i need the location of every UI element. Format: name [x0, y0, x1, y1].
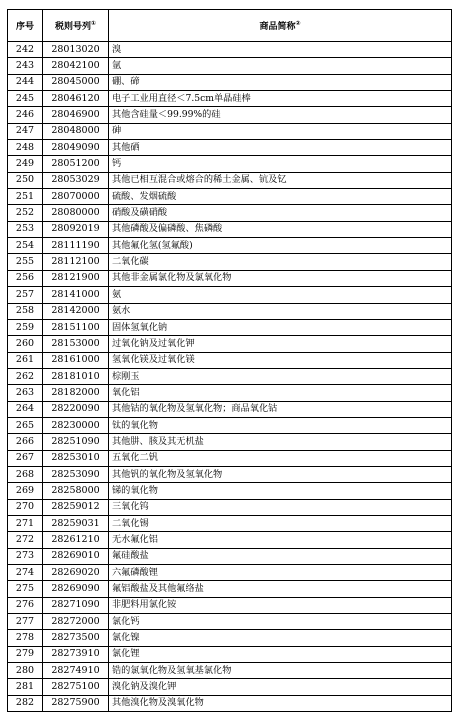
table-row	[8, 646, 452, 662]
row-name-cell: 其他含硅量＜99.99%的硅	[109, 107, 452, 123]
table-row	[8, 107, 452, 123]
row-code-cell: 28273910	[43, 646, 109, 662]
table-row	[8, 238, 452, 254]
row-code-cell: 28269020	[43, 565, 109, 581]
row-code-cell: 28259012	[43, 499, 109, 515]
table-row	[8, 368, 452, 384]
row-name-cell: 氯化钙	[109, 614, 452, 630]
row-seq-cell: 253	[8, 221, 43, 237]
row-code-cell: 28051200	[43, 156, 109, 172]
row-seq-cell: 276	[8, 597, 43, 613]
row-code-cell: 28275900	[43, 695, 109, 711]
row-seq-cell: 282	[8, 695, 43, 711]
row-code-cell: 28046120	[43, 91, 109, 107]
table-row	[8, 189, 452, 205]
row-seq-cell: 254	[8, 238, 43, 254]
row-seq-cell: 243	[8, 58, 43, 74]
row-code-cell: 28153000	[43, 336, 109, 352]
row-seq-cell: 257	[8, 287, 43, 303]
row-seq-cell: 269	[8, 483, 43, 499]
table-row	[8, 581, 452, 597]
row-name-cell: 氟硅酸盐	[109, 548, 452, 564]
row-code-cell: 28049090	[43, 140, 109, 156]
table-row	[8, 385, 452, 401]
table-row	[8, 205, 452, 221]
row-code-cell: 28151100	[43, 319, 109, 335]
row-code-cell: 28269090	[43, 581, 109, 597]
table-row	[8, 352, 452, 368]
table-header	[8, 10, 452, 42]
document-page	[7, 9, 451, 712]
table-row	[8, 466, 452, 482]
row-code-cell: 28053029	[43, 172, 109, 188]
row-seq-cell: 264	[8, 401, 43, 417]
table-row	[8, 172, 452, 188]
row-code-cell: 28045000	[43, 74, 109, 90]
table-row	[8, 483, 452, 499]
header-code-footnote-mark: ①	[90, 20, 97, 27]
row-seq-cell: 255	[8, 254, 43, 270]
table-row	[8, 548, 452, 564]
row-name-cell: 二氧化锡	[109, 515, 452, 531]
row-code-cell: 28258000	[43, 483, 109, 499]
row-name-cell: 钙	[109, 156, 452, 172]
row-name-cell: 砷	[109, 123, 452, 139]
row-code-cell: 28230000	[43, 417, 109, 433]
row-code-cell: 28220090	[43, 401, 109, 417]
table-row	[8, 663, 452, 679]
table-row	[8, 532, 452, 548]
header-code	[43, 10, 109, 42]
table-row	[8, 417, 452, 433]
row-seq-cell: 275	[8, 581, 43, 597]
row-name-cell: 五氧化二钒	[109, 450, 452, 466]
row-code-cell: 28141000	[43, 287, 109, 303]
row-name-cell: 其他非金属氯化物及氯氧化物	[109, 270, 452, 286]
row-seq-cell: 268	[8, 466, 43, 482]
table-row	[8, 123, 452, 139]
table-row	[8, 434, 452, 450]
row-seq-cell: 247	[8, 123, 43, 139]
row-seq-cell: 262	[8, 368, 43, 384]
table-row	[8, 58, 452, 74]
row-name-cell: 固体氢氧化钠	[109, 319, 452, 335]
row-seq-cell: 271	[8, 515, 43, 531]
row-seq-cell: 250	[8, 172, 43, 188]
row-seq-cell: 245	[8, 91, 43, 107]
row-seq-cell: 258	[8, 303, 43, 319]
row-seq-cell: 278	[8, 630, 43, 646]
row-name-cell: 氢氧化镁及过氧化镁	[109, 352, 452, 368]
row-code-cell: 28042100	[43, 58, 109, 74]
table-row	[8, 630, 452, 646]
row-name-cell: 氯化镍	[109, 630, 452, 646]
row-name-cell: 溴化钠及溴化钾	[109, 679, 452, 695]
header-name-footnote-mark: ②	[295, 20, 301, 27]
row-name-cell: 硼、碲	[109, 74, 452, 90]
header-row	[8, 10, 452, 42]
row-seq-cell: 261	[8, 352, 43, 368]
row-code-cell: 28046900	[43, 107, 109, 123]
row-seq-cell: 274	[8, 565, 43, 581]
table-row	[8, 287, 452, 303]
row-code-cell: 28273500	[43, 630, 109, 646]
table-row	[8, 42, 452, 58]
row-code-cell: 28275100	[43, 679, 109, 695]
row-code-cell: 28274910	[43, 663, 109, 679]
row-name-cell: 电子工业用直径＜7.5cm单晶硅棒	[109, 91, 452, 107]
row-name-cell: 氧化铝	[109, 385, 452, 401]
row-seq-cell: 251	[8, 189, 43, 205]
table-row	[8, 401, 452, 417]
table-body	[8, 42, 452, 712]
row-name-cell: 其他钒的氧化物及氢氧化物	[109, 466, 452, 482]
row-seq-cell: 248	[8, 140, 43, 156]
row-name-cell: 氯化锂	[109, 646, 452, 662]
row-name-cell: 氟铝酸盐及其他氟络盐	[109, 581, 452, 597]
row-name-cell: 六氟磷酸锂	[109, 565, 452, 581]
header-seq-label: 序号	[15, 22, 34, 32]
row-code-cell: 28272000	[43, 614, 109, 630]
row-name-cell: 非肥料用氯化铵	[109, 597, 452, 613]
row-seq-cell: 252	[8, 205, 43, 221]
row-name-cell: 氩	[109, 58, 452, 74]
row-code-cell: 28070000	[43, 189, 109, 205]
row-name-cell: 三氧化钨	[109, 499, 452, 515]
row-name-cell: 其他肼、胲及其无机盐	[109, 434, 452, 450]
row-name-cell: 棕刚玉	[109, 368, 452, 384]
row-code-cell: 28161000	[43, 352, 109, 368]
row-seq-cell: 272	[8, 532, 43, 548]
row-seq-cell: 242	[8, 42, 43, 58]
row-code-cell: 28048000	[43, 123, 109, 139]
row-seq-cell: 277	[8, 614, 43, 630]
row-code-cell: 28261210	[43, 532, 109, 548]
table-row	[8, 597, 452, 613]
row-code-cell: 28181010	[43, 368, 109, 384]
table-row	[8, 254, 452, 270]
row-code-cell: 28080000	[43, 205, 109, 221]
table-row	[8, 221, 452, 237]
row-code-cell: 28092019	[43, 221, 109, 237]
header-code-label: 税则号列	[54, 22, 91, 32]
row-name-cell: 其他钴的氧化物及氢氧化物；商品氧化钴	[109, 401, 452, 417]
row-name-cell: 硫酸、发烟硫酸	[109, 189, 452, 205]
row-code-cell: 28271090	[43, 597, 109, 613]
table-row	[8, 303, 452, 319]
row-seq-cell: 270	[8, 499, 43, 515]
row-seq-cell: 281	[8, 679, 43, 695]
row-seq-cell: 259	[8, 319, 43, 335]
row-name-cell: 溴	[109, 42, 452, 58]
row-name-cell: 氨	[109, 287, 452, 303]
row-code-cell: 28253090	[43, 466, 109, 482]
table-row	[8, 695, 452, 711]
table-row	[8, 565, 452, 581]
row-seq-cell: 260	[8, 336, 43, 352]
row-code-cell: 28111190	[43, 238, 109, 254]
row-name-cell: 无水氟化铝	[109, 532, 452, 548]
row-name-cell: 过氧化钠及过氧化钾	[109, 336, 452, 352]
table-row	[8, 319, 452, 335]
row-seq-cell: 263	[8, 385, 43, 401]
row-name-cell: 二氧化碳	[109, 254, 452, 270]
table-row	[8, 91, 452, 107]
row-seq-cell: 279	[8, 646, 43, 662]
header-seq	[8, 10, 43, 42]
row-name-cell: 锑的氧化物	[109, 483, 452, 499]
header-name-label: 商品简称	[259, 22, 296, 32]
row-code-cell: 28112100	[43, 254, 109, 270]
row-name-cell: 硝酸及磺硝酸	[109, 205, 452, 221]
row-name-cell: 氨水	[109, 303, 452, 319]
row-code-cell: 28013020	[43, 42, 109, 58]
header-name	[109, 10, 452, 42]
row-name-cell: 其他硒	[109, 140, 452, 156]
table-row	[8, 270, 452, 286]
row-seq-cell: 249	[8, 156, 43, 172]
row-code-cell: 28259031	[43, 515, 109, 531]
row-code-cell: 28269010	[43, 548, 109, 564]
table-row	[8, 156, 452, 172]
table-row	[8, 614, 452, 630]
table-row	[8, 74, 452, 90]
row-seq-cell: 267	[8, 450, 43, 466]
row-name-cell: 其他磷酸及偏磷酸、焦磷酸	[109, 221, 452, 237]
row-seq-cell: 246	[8, 107, 43, 123]
row-seq-cell: 266	[8, 434, 43, 450]
table-row	[8, 515, 452, 531]
table-row	[8, 450, 452, 466]
row-seq-cell: 280	[8, 663, 43, 679]
row-seq-cell: 273	[8, 548, 43, 564]
row-name-cell: 其他已相互混合或熔合的稀土金属、钪及钇	[109, 172, 452, 188]
row-name-cell: 其他氟化氢(氢氟酸)	[109, 238, 452, 254]
table-row	[8, 336, 452, 352]
row-code-cell: 28182000	[43, 385, 109, 401]
row-seq-cell: 256	[8, 270, 43, 286]
row-name-cell: 钛的氧化物	[109, 417, 452, 433]
row-code-cell: 28121900	[43, 270, 109, 286]
row-name-cell: 其他溴化物及溴氧化物	[109, 695, 452, 711]
row-seq-cell: 265	[8, 417, 43, 433]
row-code-cell: 28251090	[43, 434, 109, 450]
row-seq-cell: 244	[8, 74, 43, 90]
tariff-table	[7, 9, 452, 712]
table-row	[8, 679, 452, 695]
row-code-cell: 28253010	[43, 450, 109, 466]
row-name-cell: 锆的氯氧化物及氢氧基氯化物	[109, 663, 452, 679]
table-row	[8, 140, 452, 156]
table-row	[8, 499, 452, 515]
row-code-cell: 28142000	[43, 303, 109, 319]
